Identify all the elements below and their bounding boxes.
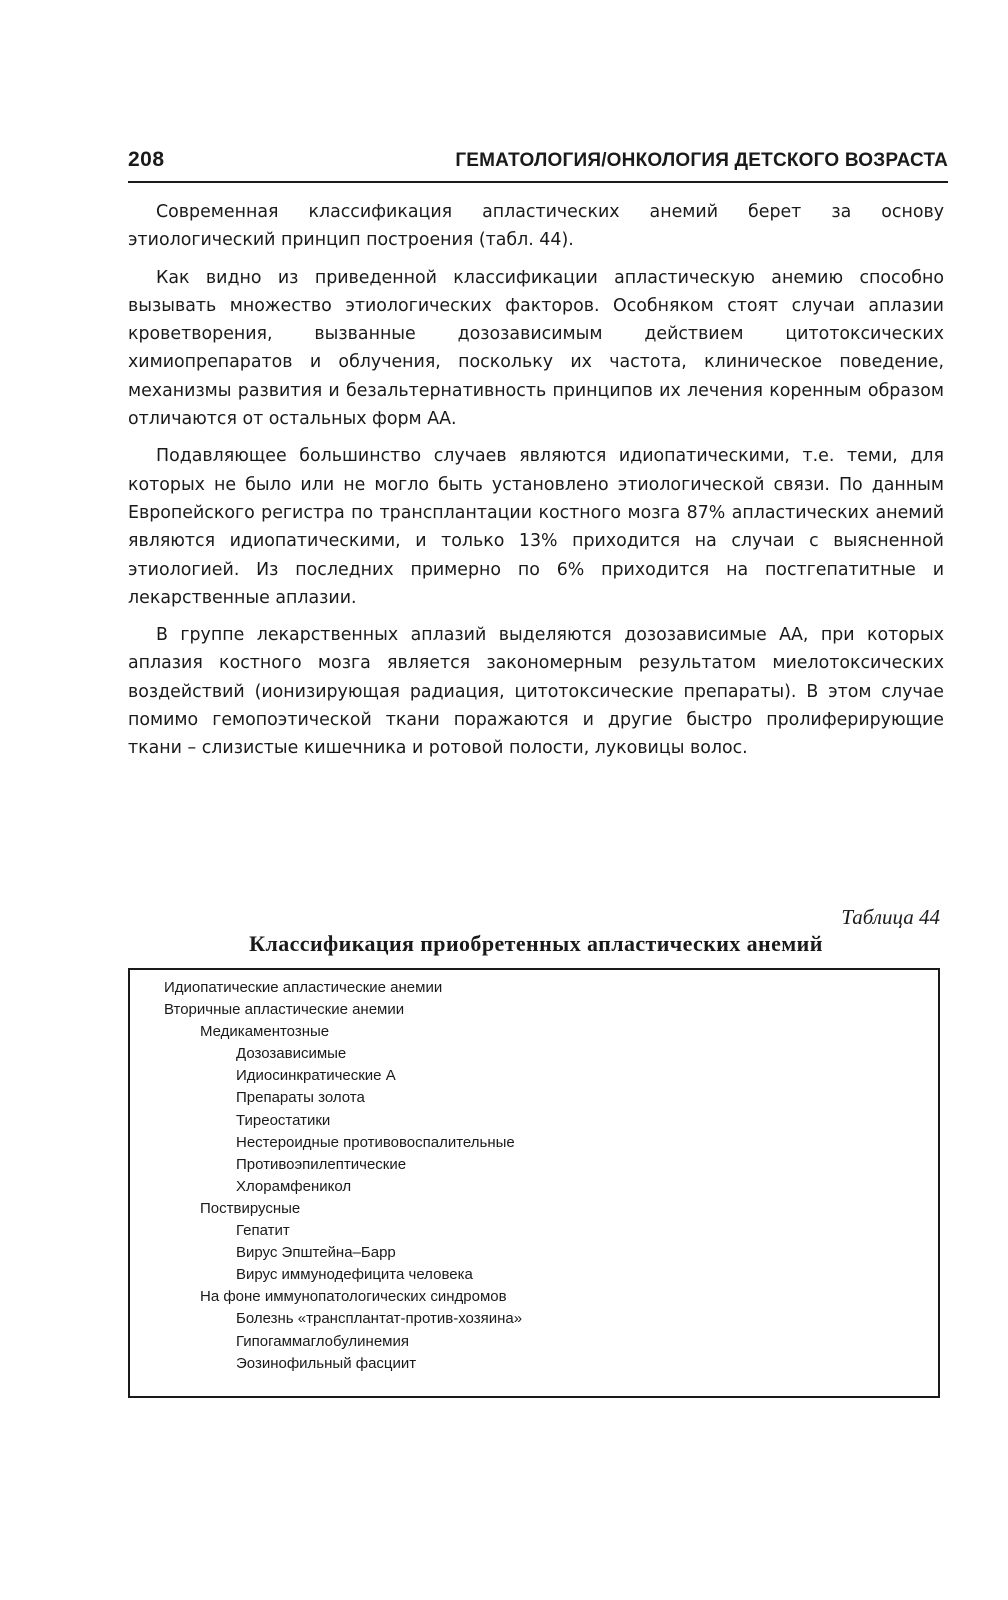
body-text — [128, 198, 944, 772]
page-header — [128, 148, 948, 182]
paragraph: В группе лекарственных аплазий выделяются дозозависимые АА, при которых аплазия костного мозга является закономерным результатом миелотоксических воздействий (ионизирующая радиация, цитотоксические препараты). В этом случае помимо гемопоэтической ткани поражаются и другие быстро пролиферирующие ткани – слизистые кишечника и ротовой полости, луковицы волос. — [128, 625, 944, 759]
classification-item: Болезнь «трансплантат-против-хозяина» — [236, 1310, 523, 1328]
classification-item: Препараты золота — [236, 1089, 365, 1107]
classification-item: Медикаментозные — [200, 1023, 330, 1041]
classification-item: Гепатит — [236, 1222, 290, 1240]
classification-table — [128, 968, 940, 1398]
paragraph: Современная классификация апластических анемий берет за основу этиологический принцип построения (табл. 44). — [128, 202, 944, 251]
table-label: Таблица 44 — [841, 905, 940, 929]
classification-item: Эозинофильный фасциит — [236, 1354, 417, 1372]
classification-item: Противоэпилептические — [236, 1155, 407, 1173]
classification-item: Дозозависимые — [236, 1045, 347, 1063]
classification-item: Вирус Эпштейна–Барр — [236, 1244, 396, 1262]
classification-item: Гипогаммаглобулинемия — [236, 1332, 409, 1350]
page-number: 208 — [128, 148, 165, 171]
classification-item: Идиопатические апластические анемии — [164, 979, 443, 996]
classification-item: Тиреостатики — [236, 1111, 331, 1129]
header-rule — [128, 181, 948, 183]
paragraph: Подавляющее большинство случаев являются идиопатическими, т.е. теми, для которых не было или не могло быть установлено этиологической связи. По данным Европейского регистра по трансплантации костного мозга 87% апластических анемий являются идиопатическими, и только 13% приходится на случаи с выясненной этиологией. Из последних примерно по 6% приходится на постгепатитные и лекарственные аплазии. — [128, 446, 944, 608]
classification-item: Идиосинкратические А — [236, 1067, 396, 1085]
table-title: Классификация приобретенных апластических анемий — [249, 931, 823, 956]
running-title: ГЕМАТОЛОГИЯ/ОНКОЛОГИЯ ДЕТСКОГО ВОЗРАСТА — [455, 150, 948, 171]
classification-item: Вторичные апластические анемии — [164, 1001, 405, 1019]
classification-item: Вирус иммунодефицита человека — [236, 1266, 473, 1284]
classification-item: На фоне иммунопатологических синдромов — [200, 1288, 507, 1306]
classification-item: Нестероидные противовоспалительные — [236, 1133, 515, 1151]
paragraph: Как видно из приведенной классификации апластическую анемию способно вызывать множество этиологических факторов. Особняком стоят случаи аплазии кроветворения, вызванные дозозависимым действием цитотоксических химиопрепаратов и облучения, поскольку их частота, клиническое поведение, механизмы развития и безальтернативность принципов их лечения коренным образом отличаются от остальных форм АА. — [128, 267, 944, 430]
classification-item: Хлорамфеникол — [236, 1177, 352, 1195]
classification-list — [130, 970, 938, 1375]
classification-item: Поствирусные — [200, 1199, 301, 1217]
